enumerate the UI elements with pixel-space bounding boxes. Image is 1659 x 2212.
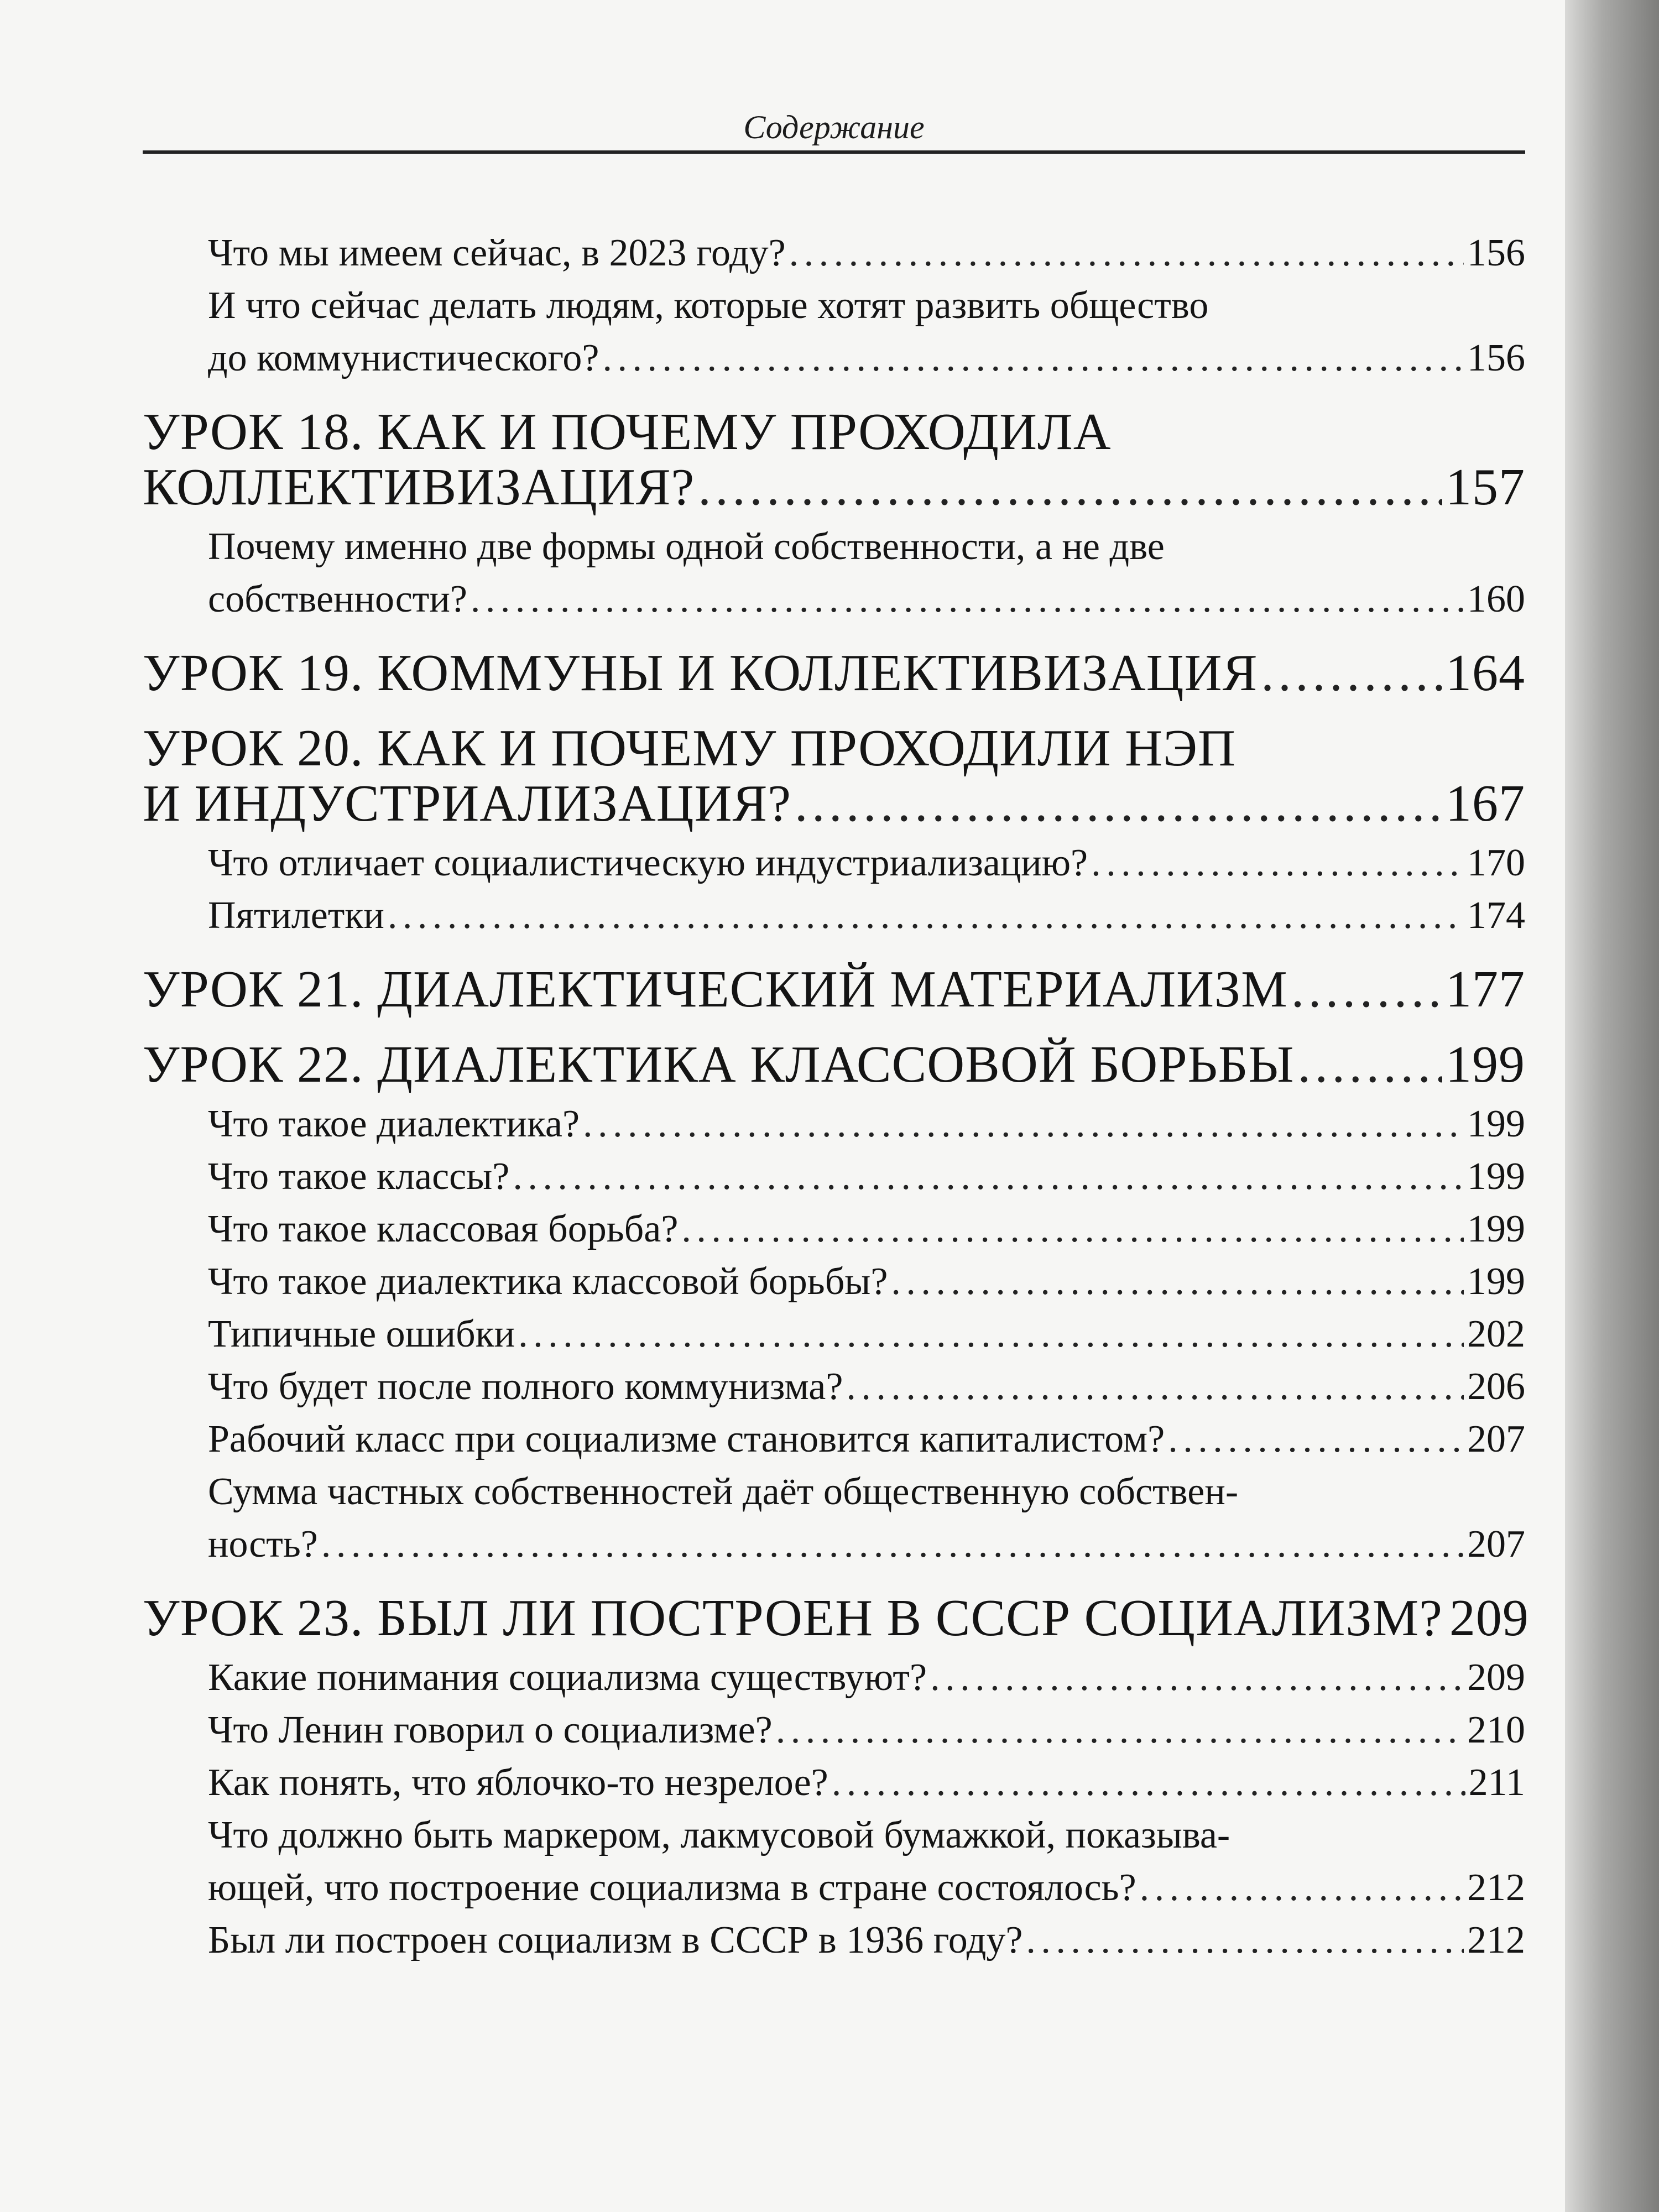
dot-leader bbox=[846, 1360, 1464, 1413]
toc-entry-title: И ИНДУСТРИАЛИЗАЦИЯ? bbox=[143, 775, 791, 832]
toc-entry-leader-line bbox=[143, 776, 1525, 831]
toc-page-number: 211 bbox=[1468, 1761, 1525, 1804]
toc-page-number: 210 bbox=[1467, 1709, 1525, 1751]
toc-page-number: 202 bbox=[1467, 1313, 1525, 1355]
toc-entry-title: УРОК 19. КОММУНЫ И КОЛЛЕКТИВИЗАЦИЯ bbox=[143, 644, 1258, 702]
toc-entry-title: Пятилетки bbox=[208, 894, 384, 937]
toc-entry-leader-line bbox=[208, 837, 1525, 889]
toc-page-number: 177 bbox=[1446, 961, 1525, 1018]
toc-entry-leader-line bbox=[143, 1037, 1525, 1092]
toc-page-number: 209 bbox=[1467, 1656, 1525, 1699]
toc-entry-title: Как понять, что яблочко-то незрелое? bbox=[208, 1761, 828, 1804]
toc-entry-title: Что такое классовая борьба? bbox=[208, 1208, 679, 1250]
dot-leader bbox=[789, 227, 1464, 279]
dot-leader bbox=[388, 889, 1464, 942]
toc-subsection-entry[interactable] bbox=[143, 1914, 1525, 1966]
toc-entry-title-line: УРОК 18. КАК И ПОЧЕМУ ПРОХОДИЛА bbox=[143, 403, 1112, 461]
toc-entry-title: УРОК 22. ДИАЛЕКТИКА КЛАССОВОЙ БОРЬБЫ bbox=[143, 1036, 1295, 1093]
toc-entry-leader-line bbox=[143, 962, 1525, 1017]
toc-subsection-entry[interactable] bbox=[143, 1465, 1525, 1571]
toc-entry-title-line: Почему именно две формы одной собственности, а не две bbox=[208, 525, 1165, 568]
toc-subsection-entry[interactable] bbox=[143, 1098, 1525, 1150]
page-edge bbox=[1565, 0, 1659, 2212]
dot-leader bbox=[518, 1308, 1464, 1360]
toc-subsection-entry[interactable] bbox=[143, 520, 1525, 625]
toc-entry-leader-line bbox=[208, 1861, 1525, 1914]
toc-page-number: 174 bbox=[1467, 894, 1525, 937]
toc-entry-title: Типичные ошибки bbox=[208, 1313, 515, 1355]
dot-leader bbox=[1291, 962, 1442, 1017]
toc-page-number: 207 bbox=[1467, 1418, 1525, 1460]
toc-page-number: 156 bbox=[1467, 232, 1525, 274]
toc-entry-title: КОЛЛЕКТИВИЗАЦИЯ? bbox=[143, 458, 695, 516]
toc-entry-title: Что такое классы? bbox=[208, 1155, 510, 1198]
toc-entry-title: Что такое диалектика классовой борьбы? bbox=[208, 1260, 888, 1303]
dot-leader bbox=[583, 1098, 1464, 1150]
toc-entry-leader-line bbox=[208, 332, 1525, 384]
dot-leader bbox=[1168, 1413, 1464, 1465]
toc-page-number: 199 bbox=[1467, 1260, 1525, 1303]
toc-entry-leader-line bbox=[208, 1360, 1525, 1413]
dot-leader bbox=[513, 1150, 1464, 1203]
toc-entry-leader-line bbox=[208, 573, 1525, 625]
toc-entry-title: Рабочий класс при социализме становится капиталистом? bbox=[208, 1418, 1165, 1460]
running-head-title: Содержание bbox=[743, 109, 925, 145]
toc-entry-leader-line bbox=[143, 645, 1525, 701]
toc-entry-leader-line bbox=[208, 1756, 1525, 1809]
toc-entry-title: УРОК 23. БЫЛ ЛИ ПОСТРОЕН В СССР СОЦИАЛИЗМ? bbox=[143, 1589, 1443, 1647]
toc-entry-title: Что Ленин говорил о социализме? bbox=[208, 1709, 773, 1751]
toc-subsection-entry[interactable] bbox=[143, 837, 1525, 889]
toc-page-number: 199 bbox=[1446, 1036, 1525, 1093]
toc-entry-title: Какие понимания социализма существуют? bbox=[208, 1656, 927, 1699]
header-rule bbox=[143, 150, 1525, 154]
toc-page-number: 199 bbox=[1467, 1103, 1525, 1145]
toc-subsection-entry[interactable] bbox=[143, 1809, 1525, 1914]
dot-leader bbox=[891, 1255, 1464, 1308]
toc-page-number: 199 bbox=[1467, 1208, 1525, 1250]
toc-entry-leader-line bbox=[208, 1255, 1525, 1308]
dot-leader bbox=[832, 1756, 1465, 1809]
toc-entry-leader-line bbox=[208, 227, 1525, 279]
toc-page-number: 156 bbox=[1467, 337, 1525, 379]
toc-page-number: 160 bbox=[1467, 578, 1525, 620]
toc-subsection-entry[interactable] bbox=[143, 227, 1525, 279]
toc-entry-leader-line bbox=[208, 1651, 1525, 1704]
toc-lesson-entry[interactable] bbox=[143, 1589, 1529, 1647]
dot-leader bbox=[471, 573, 1464, 625]
dot-leader bbox=[930, 1651, 1464, 1704]
toc-entry-title: собственности? bbox=[208, 578, 467, 620]
toc-subsection-entry[interactable] bbox=[143, 1308, 1525, 1360]
toc-entry-title: Что отличает социалистическую индустриализацию? bbox=[208, 842, 1088, 884]
dot-leader bbox=[1140, 1861, 1464, 1914]
toc-page-number: 207 bbox=[1467, 1523, 1525, 1566]
toc-page-number: 164 bbox=[1446, 644, 1525, 702]
toc-entry-leader-line bbox=[208, 1914, 1525, 1966]
toc-entry-leader-line bbox=[208, 1704, 1525, 1756]
toc-entry-leader-line bbox=[208, 1518, 1525, 1571]
dot-leader bbox=[776, 1704, 1464, 1756]
toc-subsection-entry[interactable] bbox=[143, 1203, 1525, 1255]
table-of-contents bbox=[143, 227, 1529, 1966]
dot-leader bbox=[681, 1203, 1464, 1255]
toc-entry-leader-line bbox=[208, 1150, 1525, 1203]
toc-entry-title-line: УРОК 20. КАК И ПОЧЕМУ ПРОХОДИЛИ НЭП bbox=[143, 719, 1236, 777]
toc-entry-title: ющей, что построение социализма в стране состоялось? bbox=[208, 1866, 1136, 1909]
toc-entry-title-line: Сумма частных собственностей даёт общественную собствен- bbox=[208, 1470, 1239, 1513]
toc-subsection-entry[interactable] bbox=[143, 1255, 1525, 1308]
toc-page-number: 167 bbox=[1446, 775, 1525, 832]
toc-lesson-entry[interactable] bbox=[143, 721, 1525, 831]
toc-subsection-entry[interactable] bbox=[143, 1651, 1525, 1704]
dot-leader bbox=[602, 332, 1464, 384]
toc-entry-title: Что мы имеем сейчас, в 2023 году? bbox=[208, 232, 786, 274]
toc-entry-title: УРОК 21. ДИАЛЕКТИЧЕСКИЙ МАТЕРИАЛИЗМ bbox=[143, 961, 1288, 1018]
dot-leader bbox=[321, 1518, 1464, 1571]
toc-page-number: 209 bbox=[1449, 1589, 1529, 1647]
toc-entry-leader-line bbox=[208, 1413, 1525, 1465]
toc-entry-leader-line bbox=[143, 460, 1525, 515]
dot-leader bbox=[1091, 837, 1464, 889]
toc-entry-title: до коммунистического? bbox=[208, 337, 599, 379]
toc-subsection-entry[interactable] bbox=[143, 1704, 1525, 1756]
toc-entry-title: ность? bbox=[208, 1523, 318, 1566]
toc-subsection-entry[interactable] bbox=[143, 1150, 1525, 1203]
toc-subsection-entry[interactable] bbox=[143, 1360, 1525, 1413]
toc-page-number: 199 bbox=[1467, 1155, 1525, 1198]
toc-page-number: 212 bbox=[1467, 1919, 1525, 1961]
toc-entry-leader-line bbox=[208, 1203, 1525, 1255]
toc-entry-title: Что такое диалектика? bbox=[208, 1103, 580, 1145]
toc-page-number: 157 bbox=[1446, 458, 1525, 516]
toc-entry-title-line: Что должно быть маркером, лакмусовой бумажкой, показыва- bbox=[208, 1814, 1230, 1856]
toc-subsection-entry[interactable] bbox=[143, 889, 1525, 942]
toc-page-number: 206 bbox=[1467, 1365, 1525, 1408]
toc-lesson-entry[interactable] bbox=[143, 645, 1525, 701]
toc-subsection-entry[interactable] bbox=[143, 279, 1525, 384]
toc-entry-title: Что будет после полного коммунизма? bbox=[208, 1365, 843, 1408]
toc-entry-title-line: И что сейчас делать людям, которые хотят развить общество bbox=[208, 284, 1209, 327]
toc-entry-title: Был ли построен социализм в СССР в 1936 году? bbox=[208, 1919, 1023, 1961]
dot-leader bbox=[1026, 1914, 1464, 1966]
toc-subsection-entry[interactable] bbox=[143, 1756, 1525, 1809]
dot-leader bbox=[698, 460, 1442, 515]
toc-entry-leader-line bbox=[208, 1098, 1525, 1150]
toc-page-number: 170 bbox=[1467, 842, 1525, 884]
toc-page-number: 212 bbox=[1467, 1866, 1525, 1909]
toc-lesson-entry[interactable] bbox=[143, 962, 1525, 1017]
toc-lesson-entry[interactable] bbox=[143, 404, 1525, 515]
dot-leader bbox=[1298, 1037, 1442, 1092]
toc-subsection-entry[interactable] bbox=[143, 1413, 1525, 1465]
toc-entry-leader-line bbox=[143, 1589, 1529, 1647]
toc-lesson-entry[interactable] bbox=[143, 1037, 1525, 1092]
dot-leader bbox=[795, 776, 1442, 831]
toc-entry-leader-line bbox=[208, 1308, 1525, 1360]
dot-leader bbox=[1261, 645, 1442, 701]
toc-entry-leader-line bbox=[208, 889, 1525, 942]
